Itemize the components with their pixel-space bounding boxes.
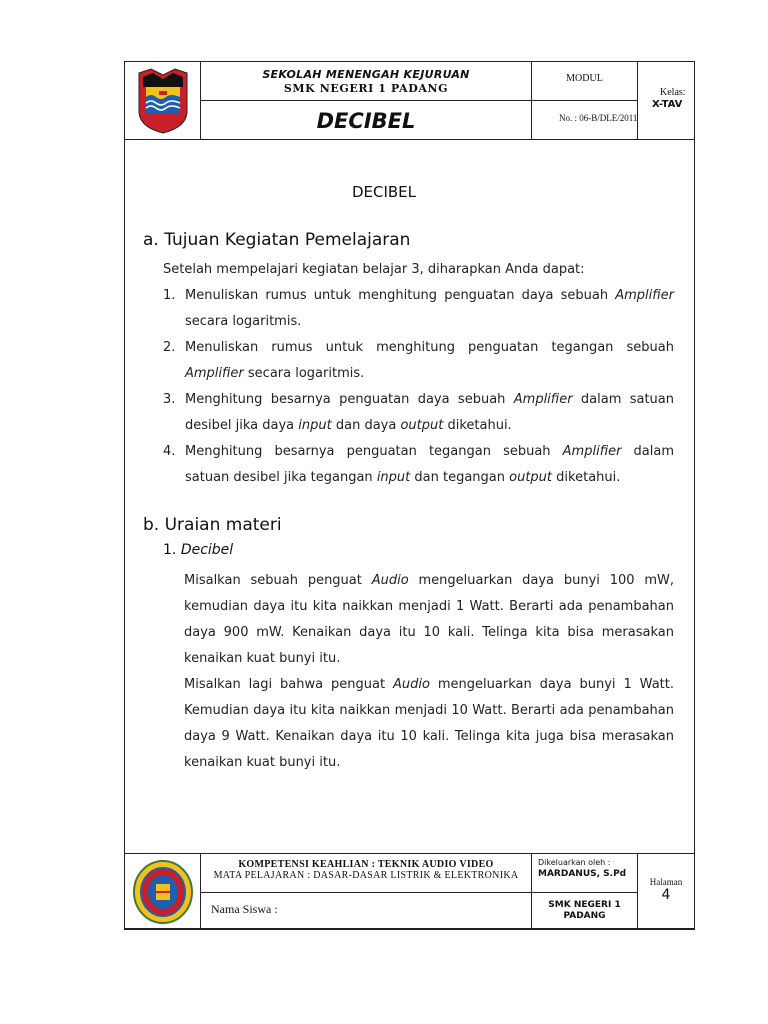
page-title: DECIBEL — [351, 183, 417, 201]
modul-cell — [531, 61, 638, 101]
list-number: 4. — [163, 444, 176, 459]
class-cell — [637, 61, 695, 140]
school-name: SMK NEGERI 1 PADANG — [283, 82, 449, 95]
intro-text: Setelah mempelajari kegiatan belajar 3, diharapkan Anda dapat: — [163, 262, 585, 277]
document-number: No. : 06-B/DLE/2011 — [559, 113, 638, 123]
list-item: 2. Menuliskan rumus untuk menghitung penguatan tegangan sebuah Amplifier secara logaritmis. — [163, 335, 674, 387]
school-cell — [531, 892, 638, 930]
module-title: DECIBEL — [316, 109, 416, 133]
section-a-heading: a. Tujuan Kegiatan Pemelajaran — [143, 230, 411, 250]
module-title-cell — [200, 100, 532, 140]
footer-school-line2: PADANG — [563, 911, 606, 921]
page-number: 4 — [661, 887, 671, 903]
subject-text: MATA PELAJARAN : DASAR-DASAR LISTRIK & ELEKTRONIKA — [213, 870, 519, 881]
class-value: X-TAV — [652, 99, 683, 110]
learning-goals-list — [163, 283, 674, 491]
issued-by-name: MARDANUS, S.Pd — [538, 869, 627, 879]
modul-label: MODUL — [566, 73, 603, 84]
competency-cell — [200, 853, 532, 893]
school-type: SEKOLAH MENENGAH KEJURUAN — [262, 68, 470, 81]
school-seal-icon — [132, 858, 194, 926]
competency-text: KOMPETENSI KEAHLIAN : TEKNIK AUDIO VIDEO — [238, 859, 494, 870]
student-name-label: Nama Siswa : — [211, 902, 278, 916]
paragraph: Misalkan lagi bahwa penguat Audio mengeluarkan daya bunyi 1 Watt. Kemudian daya itu kita naikkan menjadi 10 Watt. Berarti ada penambahan daya 9 Watt. Kenaikan daya itu 10 kali. Telinga kita juga bisa merasakan kenaikan kuat bunyi itu. — [184, 677, 674, 770]
issued-by-label: Dikeluarkan oleh : — [538, 858, 611, 867]
subsection-heading — [163, 542, 233, 558]
section-b-content — [184, 568, 674, 776]
page-number-cell — [637, 853, 695, 930]
subsection-title: Decibel — [180, 542, 234, 558]
document-header — [124, 61, 695, 140]
list-item: 1. Menuliskan rumus untuk menghitung penguatan daya sebuah Amplifier secara logaritmis. — [163, 283, 674, 335]
list-number: 2. — [163, 340, 176, 355]
list-item: 3. Menghitung besarnya penguatan daya sebuah Amplifier dalam satuan desibel jika daya input dan daya output diketahui. — [163, 387, 674, 439]
school-name-cell — [200, 61, 532, 101]
list-number: 1. — [163, 288, 176, 303]
subsection-number: 1. — [163, 542, 177, 558]
issued-by-cell — [531, 853, 638, 893]
list-item: 4. Menghitung besarnya penguatan tegangan sebuah Amplifier dalam satuan desibel jika tegangan input dan tegangan output diketahui. — [163, 439, 674, 491]
page-label: Halaman — [649, 877, 683, 887]
paragraph: Misalkan sebuah penguat Audio mengeluarkan daya bunyi 100 mW, kemudian daya itu kita naikkan menjadi 1 Watt. Berarti ada penambahan daya 900 mW. Kenaikan daya itu 10 kali. Telinga kita bisa merasakan kenaikan kuat bunyi itu. — [184, 573, 675, 666]
footer-logo-cell — [124, 853, 201, 930]
section-b-heading: b. Uraian materi — [143, 515, 282, 535]
class-label: Kelas: — [660, 87, 686, 98]
student-name-cell — [200, 892, 532, 930]
header-logo-cell — [124, 61, 201, 140]
list-number: 3. — [163, 392, 176, 407]
school-emblem-icon — [135, 67, 191, 135]
footer-school-line1: SMK NEGERI 1 — [548, 900, 621, 910]
document-footer — [124, 853, 695, 930]
document-number-cell — [531, 100, 638, 140]
